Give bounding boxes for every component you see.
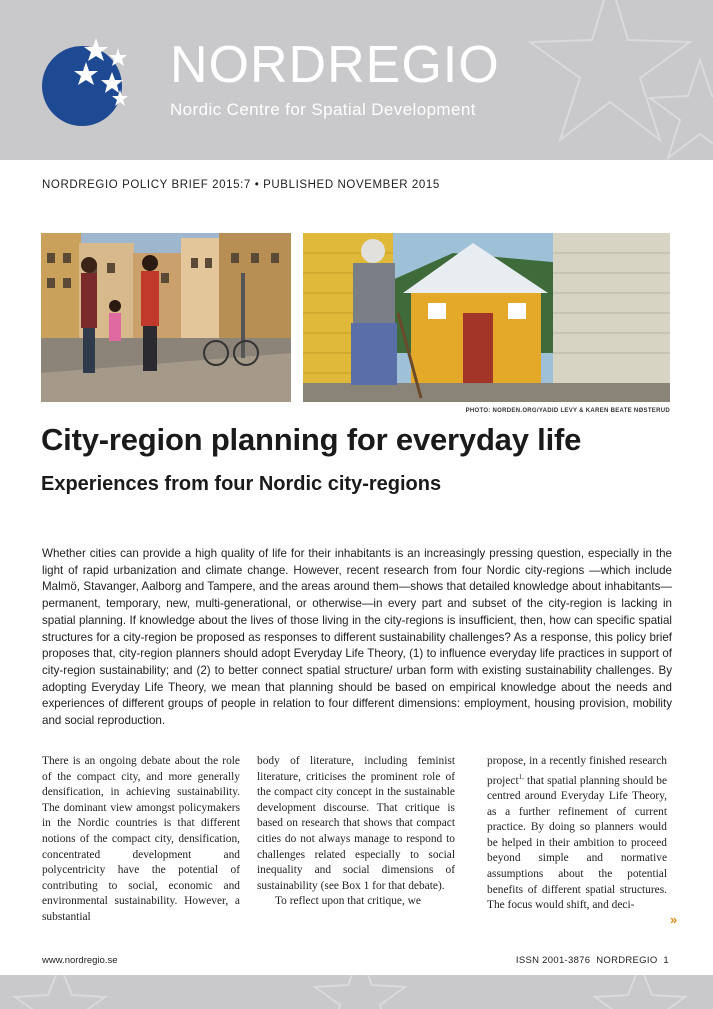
footer-url-link[interactable]: www.nordregio.se [42, 955, 118, 966]
abstract-text: Whether cities can provide a high quality of life for their inhabitants is an increasingly pressing question, especially in the light of rapid urbanization and climate change. However, recent research from four Nordic city-regions —which include Malmö, Stavanger, Aalborg and Tampere, and the areas around them—shows that detailed knowledge about inhabitants—permanent, temporary, new, multi-generational, or otherwise—in every part and subset of the city-region is lacking in spatial planning. If knowledge about the lives of those living in the city-regions is insufficient, then, how can specific spatial structures for a city-region be proposed as responses to different sustainability challenges? As a response, this policy brief proposes that, city-region planners should adopt Everyday Life Theory, (1) to influence everyday life practices in support of city-region sustainability; and (2) to better connect spatial structure/ urban form with existing sustainability challenges. By adopting Everyday Life Theory, we mean that planning should be based on empirical knowledge about the needs and experiences of different groups of people in relation to four different dimensions: employment, housing provision, mobility and social reproduction. [42, 547, 672, 728]
body-column-2 [257, 754, 455, 910]
photo-woman-yellow-house [303, 233, 670, 402]
page-title: City-region planning for everyday life [41, 422, 582, 457]
abstract [42, 546, 672, 730]
footer-meta [516, 955, 669, 966]
column-1-text: There is an ongoing debate about the role of the compact city, and more generally densification, in achieving sustainability. The dominant view amongst policymakers in the Nordic countries is that different notions of the compact city, densification, concentrated development and polycentricity have the potential of contributing to social, economic and environmental sustainability. However, a substantial [42, 755, 240, 923]
column-2-paragraph-1: body of literature, including feminist literature, criticises the prominent role of the compact city concept in the sustainable development discourse. That critique is based on research that shows that compact cities do not always manage to respond to challenges related especially to social inequality and social dimensions of sustainability (see Box 1 for that debate). [257, 755, 455, 892]
body-column-1 [42, 754, 240, 926]
footer-issn: ISSN 2001-3876 [515, 955, 591, 966]
footer-star-watermark [0, 975, 713, 1009]
body-column-3 [487, 754, 667, 914]
more-arrow-icon: » [670, 912, 678, 927]
footer-brand: NORDREGIO [596, 955, 658, 966]
page-number: 1 [663, 955, 669, 966]
column-3-text [487, 754, 667, 914]
photo-city-street [41, 233, 291, 402]
brand-name: NORDREGIO [170, 36, 500, 94]
column-2-paragraph-2: To reflect upon that critique, we [275, 895, 421, 908]
page-subtitle: Experiences from four Nordic city-regions [41, 473, 442, 495]
footnote-ref-1[interactable]: 1, [518, 772, 524, 781]
policy-brief-line: NORDREGIO POLICY BRIEF 2015:7 • PUBLISHED NOVEMBER 2015 [42, 179, 440, 191]
column-3-text-after: that spatial planning should be centred around Everyday Life Theory, as a further refinement of current practice. By doing so planners would be helped in their ambition to proceed beyond simple and normative assumptions about the potential benefits of different spatial structures. The focus would shift, and deci- [487, 774, 667, 912]
nordregio-star-logo [40, 36, 132, 128]
footer-band [0, 975, 713, 1009]
column-3-text-before: propose, in a recently finished research project [487, 755, 667, 787]
brand-subtitle: Nordic Centre for Spatial Development [170, 100, 476, 119]
header-band [0, 0, 713, 160]
photo-credit: PHOTO: NORDEN.ORG/YADID LEVY & KAREN BEATE NØSTERUD [465, 408, 670, 414]
